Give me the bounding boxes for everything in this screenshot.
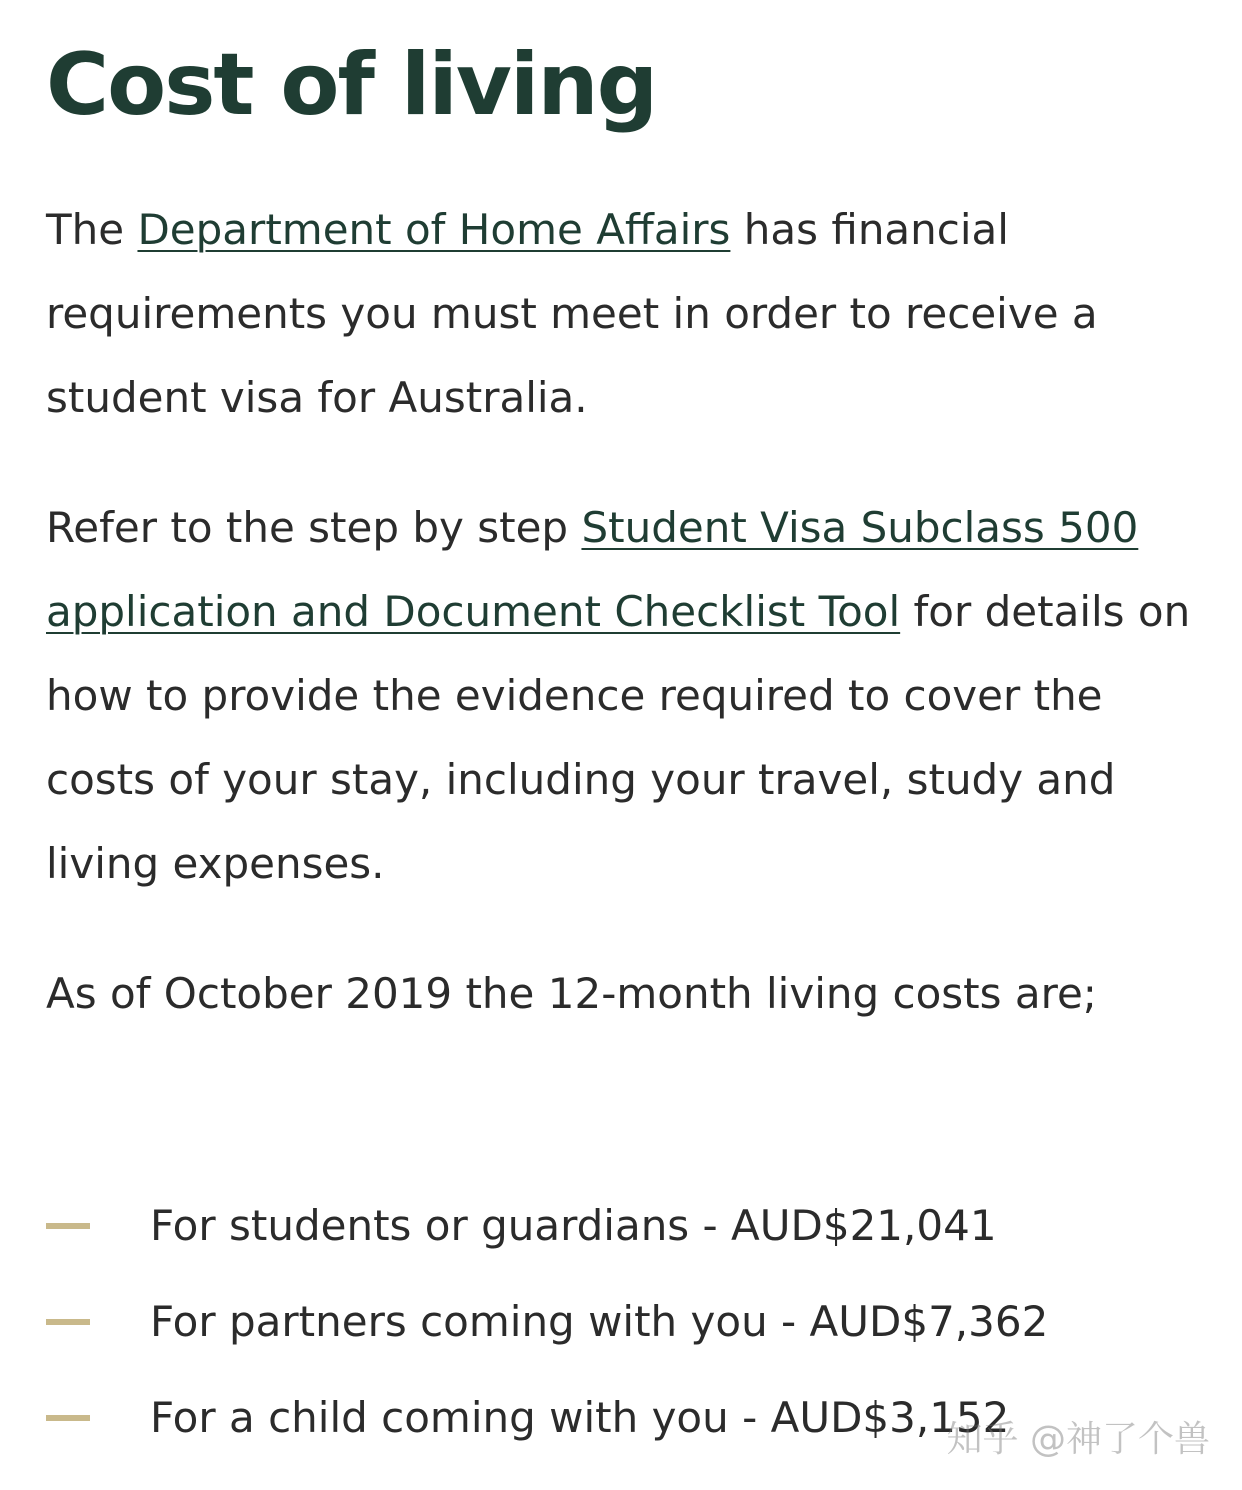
paragraph1-text-after: has financial requirements you must meet in order to receive a student visa for Australia. (46, 205, 1098, 422)
cost-label: For partners coming with you - AUD$7,362 (150, 1297, 1049, 1346)
cost-label: For students or guardians - AUD$21,041 (150, 1201, 997, 1250)
watermark: 知乎 @神了个兽 (946, 1419, 1210, 1460)
paragraph2-text-before: Refer to the step by step (46, 503, 582, 552)
page-title: Cost of living (46, 35, 657, 135)
paragraph1-text-before: The (46, 205, 138, 254)
checklist-paragraph (46, 486, 1206, 906)
dash-bullet-icon (46, 1223, 90, 1229)
home-affairs-link[interactable]: Department of Home Affairs (137, 205, 731, 254)
financial-requirements-paragraph (46, 188, 1206, 440)
paragraph2-text-after: for details on how to provide the evidence required to cover the costs of your stay, including your travel, study and living expenses. (46, 587, 1191, 888)
list-item (46, 1178, 1206, 1274)
cost-label: For a child coming with you - AUD$3,152 (150, 1393, 1010, 1442)
dash-bullet-icon (46, 1415, 90, 1421)
living-costs-intro: As of October 2019 the 12-month living costs are; (46, 969, 1097, 1018)
dash-bullet-icon (46, 1319, 90, 1325)
list-item (46, 1274, 1206, 1370)
checklist-tool-link[interactable]: Student Visa Subclass 500 application and Document Checklist Tool (46, 503, 1139, 636)
